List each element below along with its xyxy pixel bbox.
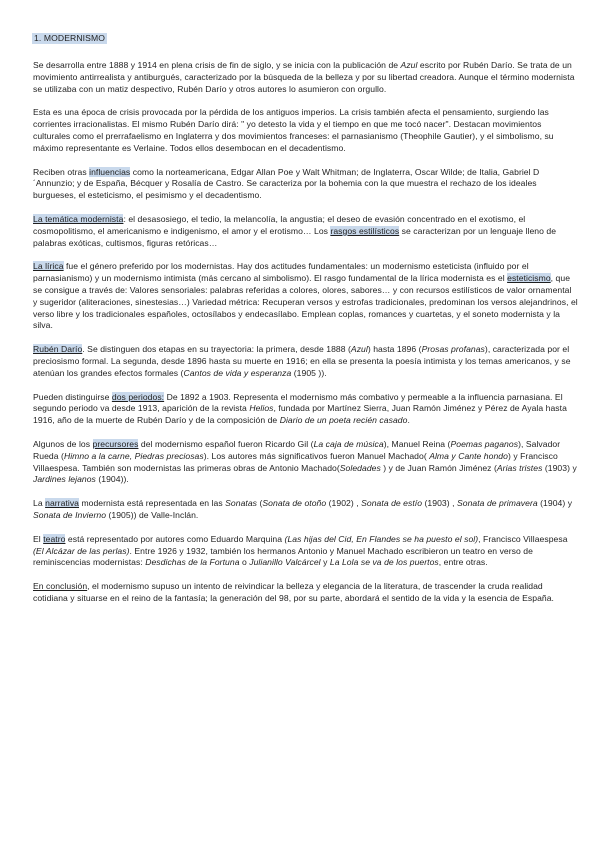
text: ), caracterizada por el preciosismo formal. La segunda, desde 1896 hasta su muerte en 1916; en ella se presenta la poesía intimista y los temas americanos, y se atenúan los grandes efectos formales ( <box>33 344 571 378</box>
highlight-lirica: La lírica <box>33 261 64 272</box>
text: Se desarrolla entre 1888 y 1914 en plena crisis de fin de siglo, y se inicia con la publicación de <box>33 60 401 70</box>
highlight-tematica: La temática modernista <box>33 213 124 224</box>
text: Reciben otras <box>33 166 90 177</box>
text: modernista está representada en las <box>79 498 226 509</box>
work-title: Soledades <box>339 462 381 473</box>
work-title: Diario de un poeta recién casado <box>279 415 408 426</box>
text: ). Los autores más significativos fueron Manuel Machado( <box>203 450 430 461</box>
text: (1903) , <box>422 498 457 509</box>
text: El <box>33 533 44 544</box>
highlight-influencias: influencias <box>89 166 131 177</box>
text: escrito por Rubén Darío. Se trata de un movimiento antirrealista y antiburgués, caracterizado por la búsqueda de la belleza y por su libertad creadora. Aunque el término modernista se utilizaba con un matiz despectivo, Rubén Darío y otros autores lo asumieron con orgullo. <box>33 60 575 94</box>
paragraph-precursores <box>33 439 578 486</box>
work-title: Arias tristes <box>496 462 543 473</box>
highlight-narrativa: narrativa <box>45 498 79 509</box>
work-title: Poemas paganos <box>450 438 519 449</box>
highlight-teatro: teatro <box>43 533 66 544</box>
work-title: La caja de música <box>313 438 384 449</box>
text: , entre otras. <box>438 557 488 568</box>
text: Algunos de los <box>33 438 93 449</box>
text: (1903) y <box>542 462 577 473</box>
work-title: Alma y Cante hondo <box>429 450 508 461</box>
document-page <box>33 28 578 617</box>
work-title: (El Alcázar de las perlas) <box>33 545 130 556</box>
highlight-precursores: precursores <box>92 438 139 449</box>
work-title: Cantos de vida y esperanza <box>183 367 292 378</box>
text: fue el género preferido por los modernistas. Hay dos actitudes fundamentales: un modernismo esteticista (influido por el parnasianismo) y un modernismo intimista (más cercano al simbolismo). El rasgo fundamental de la lírica modernista es el <box>33 261 529 284</box>
text: . <box>407 415 410 426</box>
paragraph-lirica <box>33 261 578 332</box>
text: (1905)) de Valle-Inclán. <box>106 509 199 520</box>
work-title: Sonata de primavera <box>456 498 538 509</box>
paragraph-periodos <box>33 392 578 427</box>
text: ), Manuel Reina ( <box>383 438 451 449</box>
text: o <box>239 557 250 568</box>
work-title: La Lola se va de los puertos <box>329 557 439 568</box>
paragraph-tematica <box>33 214 578 249</box>
work-title: Azul <box>400 60 418 70</box>
text: se caracterizan por un lenguaje lleno de palabras exóticas, cultismos, figuras retóricas… <box>33 225 557 248</box>
paragraph-crisis <box>33 107 578 154</box>
work-title: Julianillo Valcárcel <box>249 557 321 568</box>
work-title: Azul <box>350 344 368 355</box>
paragraph-teatro <box>33 534 578 569</box>
highlight-ruben-dario: Rubén Darío <box>33 344 83 355</box>
section-title: 1. MODERNISMO <box>34 33 106 43</box>
text: ), Salvador Rueda ( <box>33 438 561 461</box>
text: , fundada por Martínez Sierra, Juan Ramón Jiménez y Pérez de Ayala hasta 1916, año de la muerte de Rubén Darío y de la composición de <box>33 403 567 426</box>
work-title: Sonata de otoño <box>262 498 327 509</box>
underline-conclusion: En conclusión <box>33 581 88 592</box>
work-title: Sonatas <box>225 498 258 509</box>
paragraph-ruben-dario <box>33 344 578 379</box>
text: (1904) y <box>537 498 573 509</box>
work-title: Helios <box>249 403 274 414</box>
text: . Se distinguen dos etapas en su trayectoria: la primera, desde 1888 ( <box>82 344 351 355</box>
text: como la norteamericana, Edgar Allan Poe y Walt Whitman; de Inglaterra, Oscar Wilde; de Italia, Gabriel D´Annunzio; y de España, Bécquer y Rosalía de Castro. Se caracteriza por la bohemia con la que muestra el rechazo de los ideales burgueses, el esteticismo, el pesimismo y el decadentismo. <box>33 166 540 201</box>
text: y <box>320 557 330 568</box>
text: La <box>33 498 46 509</box>
text: Esta es una época de crisis provocada por la pérdida de los antiguos imperios. La crisis también afecta el pensamiento, surgiendo las corrientes irracionalistas. El mismo Rubén Darío dirá: " yo detesto la vida y el tiempo en que me tocó nacer". Destacan movimientos culturales como el prerrafaelismo en Inglaterra y dos movimientos franceses: el parnasianismo (Theophile Gautier), y el simbolismo, su máximo representante es Verlaine. Todos ellos desembocan en el decadentismo. <box>33 107 554 153</box>
text: ) y Francisco Villaespesa. También son modernistas las primeras obras de Antonio Machado( <box>33 450 558 473</box>
paragraph-narrativa <box>33 498 578 522</box>
text: . Entre 1926 y 1932, también los hermanos Antonio y Manuel Machado escribieron un teatro en verso de reminiscencias modernistas: <box>33 545 533 568</box>
work-title: Sonata de estío <box>361 498 423 509</box>
text: : el desasosiego, el tedio, la melancolía, la angustia; el deseo de evasión concentrado en el exotismo, el cosmopolitismo, el americanismo e indigenismo, el amor y el erotismo… Los <box>33 213 526 236</box>
text: Pueden distinguirse <box>33 391 112 402</box>
paragraph-conclusion <box>33 581 578 605</box>
text: , Francisco Villaespesa <box>478 533 568 544</box>
text: está representado por autores como Eduardo Marquina <box>65 533 285 544</box>
highlight-esteticismo: esteticismo <box>507 273 551 284</box>
text: del modernismo español fueron Ricardo Gil ( <box>138 438 314 449</box>
work-title: Prosas profanas <box>421 344 485 355</box>
text: ) hasta 1896 ( <box>367 344 422 355</box>
text: , que se consigue a través de: Valores sensoriales: palabras referidas a colores, olores, sabores… y con recursos estilísticos de valor ornamental y sugeridor (aliteraciones, sinestesias…) Variedad métrica: Recuperan versos y estrofas tradicionales, predominan los versos alejandrinos, el verso libre y los tradicionales españoles, octosílabos y endecasílabo. Emplean coplas, romances y cuartetas, y el soneto modernista y la silva. <box>33 273 578 331</box>
text: ) y de Juan Ramón Jiménez ( <box>380 462 497 473</box>
work-title: Desdichas de la Fortuna <box>145 557 240 568</box>
work-title: Sonata de Invierno <box>33 509 107 520</box>
text: ( <box>257 498 263 509</box>
text: (1902) , <box>326 498 362 509</box>
highlight-rasgos: rasgos estilísticos <box>330 225 400 236</box>
work-title: Jardines lejanos <box>33 474 96 485</box>
paragraph-influencias <box>33 167 578 202</box>
text: (1905 )). <box>291 367 327 378</box>
text: De 1892 a 1903. Representa el modernismo más combativo y permeable a la influencia parnasiana. El segundo periodo va desde 1913, aparición de la revista <box>33 391 563 414</box>
highlight-periodos: dos periodos: <box>111 391 165 402</box>
work-title: Himno a la carne, Piedras preciosas <box>63 450 204 461</box>
work-title: (Las hijas del Cid, En Flandes se ha puesto el sol) <box>284 533 479 544</box>
text: , el modernismo supuso un intento de reivindicar la belleza y elegancia de la literatura, de trascender la cruda realidad cotidiana y situarse en el reino de la fantasía; la generación del 98, por su parte, abordará el sentido de la vida y la esencia de España. <box>33 581 554 603</box>
text: (1904)). <box>95 474 129 485</box>
paragraph-intro <box>33 60 578 95</box>
